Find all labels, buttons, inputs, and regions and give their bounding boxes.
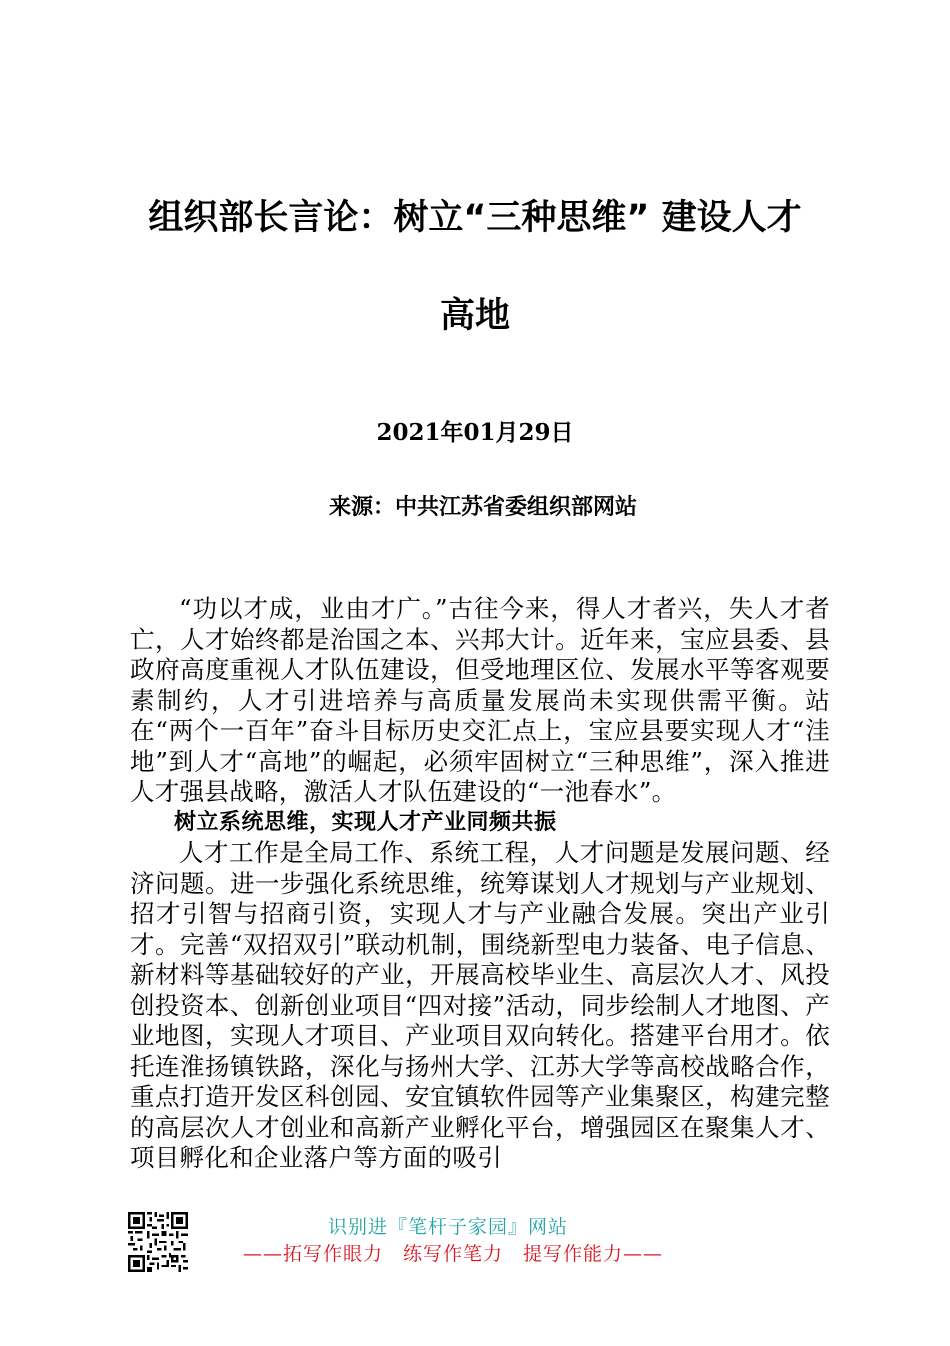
article-date: 2021年01月29日 <box>376 419 574 446</box>
article-title-line2: 高地 <box>439 296 510 336</box>
article-body <box>130 594 830 1174</box>
section-heading: 树立系统思维，实现人才产业同频共振 <box>174 809 557 835</box>
intro-paragraph: “功以才成，业由才广。”古往今来，得人才者兴，失人才者亡，人才始终都是治国之本、兴邦大计。近年来，宝应县委、县政府高度重视人才队伍建设，但受地理区位、发展水平等客观要素制约，人才引进培养与高质量发展尚未实现供需平衡。站在“两个一百年”奋斗目标历史交汇点上，宝应县要实现人才“洼地”到人才“高地”的崛起，必须牢固树立“三种思维”，深入推进人才强县战略，激活人才队伍建设的“一池春水”。 <box>130 594 830 806</box>
footer-slogan: ——拓写作眼力 练写作笔力 提写作能力—— <box>243 1243 664 1265</box>
article-title-line1: 组织部长言论：树立“三种思维” 建设人才 <box>148 198 802 238</box>
article-source: 来源：中共江苏省委组织部网站 <box>328 495 637 520</box>
qr-code-icon[interactable] <box>128 1212 188 1272</box>
body-paragraph: 人才工作是全局工作、系统工程，人才问题是发展问题、经济问题。进一步强化系统思维，统筹谋划人才规划与产业规划、招才引智与招商引资，实现人才与产业融合发展。突出产业引才。完善“双招双引”联动机制，围绕新型电力装备、电子信息、新材料等基础较好的产业，开展高校毕业生、高层次人才、风投创投资本、创新创业项目“四对接”活动，同步绘制人才地图、产业地图，实现人才项目、产业项目双向转化。搭建平台用才。依托连淮扬镇铁路，深化与扬州大学、江苏大学等高校战略合作，重点打造开发区科创园、安宜镇软件园等产业集聚区，构建完整的高层次人才创业和高新产业孵化平台，增强园区在聚集人才、项目孵化和企业落户等方面的吸引 <box>130 838 830 1172</box>
footer-site-link[interactable]: 识别进『笔杆子家园』网站 <box>328 1216 569 1238</box>
